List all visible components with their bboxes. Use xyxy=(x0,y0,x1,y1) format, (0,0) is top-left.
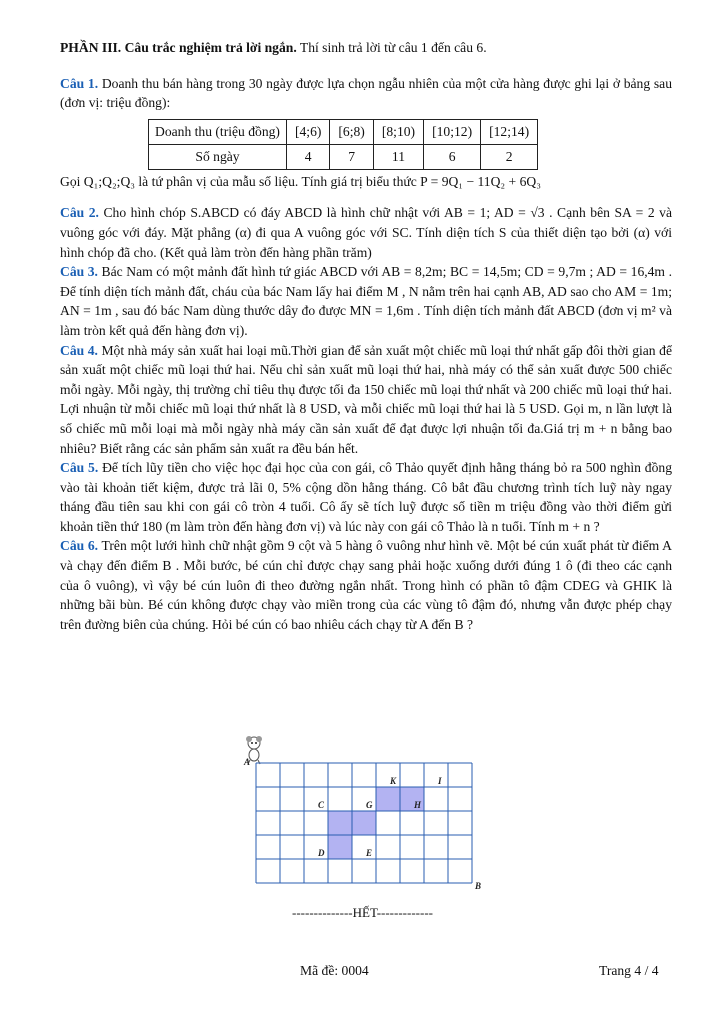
table-cell: 4 xyxy=(286,144,329,169)
point-label-h: H xyxy=(414,800,422,810)
question-1-text: Doanh thu bán hàng trong 30 ngày được lựa chọn ngẫu nhiên của một cửa hàng được ghi lại ở bảng sau (đơn vị: triệu đồng): xyxy=(60,75,673,111)
question-6-text: Trên một lưới hình chữ nhật gồm 9 cột và 5 hàng ô vuông như hình vẽ. Một bé cún xuất phát từ điểm A và chạy đến điểm B . Mỗi bước, bé cún chỉ được chạy sang phải hoặc xuống dưới đúng 1 ô (đi theo các cạnh của ô vuông), vì vậy bé cún luôn đi theo đường ngắn nhất. Trong hình có phần tô đậm CDEG và GHIK là những bãi bùn. Bé cún không được chạy vào miền trong của các vùng tô đậm đó, nhưng vẫn được phép chạy trên đường biên của chúng. Hỏi bé cún có bao nhiêu cách chạy từ A đến B ? xyxy=(60,538,672,632)
point-label-c: C xyxy=(318,800,325,810)
question-2-label: Câu 2. xyxy=(60,205,99,221)
question-3-label: Câu 3. xyxy=(60,264,98,280)
question-4-label: Câu 4. xyxy=(60,342,98,358)
point-label-d: D xyxy=(318,848,325,858)
mud-cell xyxy=(376,787,400,811)
end-mark: --------------HẾT------------- xyxy=(292,905,433,920)
exam-page xyxy=(60,38,672,634)
question-1 xyxy=(60,74,672,192)
revenue-table xyxy=(148,119,538,170)
table-cell: 7 xyxy=(330,144,373,169)
question-5-label: Câu 5. xyxy=(60,460,99,476)
question-2-text: Cho hình chóp S.ABCD có đáy ABCD là hình chữ nhật với AB = 1; AD = √3 . Cạnh bên SA = 2 và vuông góc với đáy. Mặt phẳng (α) đi qua A vuông góc với SC. Tính diện tích S của thiết diện tạo bởi (α) với hình chóp đã cho. (Kết quả làm tròn đến hàng phần trăm) xyxy=(60,205,672,260)
table-cell: 2 xyxy=(481,144,538,169)
table-cell: 6 xyxy=(424,144,481,169)
table-cell: Doanh thu (triệu đồng) xyxy=(149,119,287,144)
mud-cell xyxy=(352,811,376,835)
table-cell: [4;6) xyxy=(286,119,329,144)
question-3-text: Bác Nam có một mảnh đất hình tứ giác ABCD với AB = 8,2m; BC = 14,5m; CD = 9,7m ; AD = 16,4m . Để tính diện tích mảnh đất, cháu của bác Nam lấy hai điểm M , N nằm trên hai cạnh AB, AD sao cho AM = 1m; AN = 1m , sau đó bác Nam dùng thước dây đo được MN = 1,6m . Tính diện tích mảnh đất ABCD (đơn vị m² và làm tròn kết quả đến hàng đơn vị). xyxy=(60,264,672,338)
grid-diagram xyxy=(238,735,488,891)
point-label-g: G xyxy=(366,800,373,810)
question-6-label: Câu 6. xyxy=(60,538,99,554)
question-6 xyxy=(60,536,672,634)
table-row xyxy=(149,119,538,144)
table-cell: [12;14) xyxy=(481,119,538,144)
point-label-b: B xyxy=(475,881,482,891)
table-row xyxy=(149,144,538,169)
exam-code: Mã đề: 0004 xyxy=(300,963,369,978)
point-label-a: A xyxy=(244,757,251,767)
table-cell: [8;10) xyxy=(373,119,423,144)
question-3 xyxy=(60,262,672,340)
question-4-text: Một nhà máy sản xuất hai loại mũ.Thời gian để sản xuất một chiếc mũ loại thứ nhất gấp đôi thời gian để sản xuất một chiếc mũ loại thứ hai. Nếu chỉ sản xuất mũ loại thứ hai, nhà máy có thể sản xuất được 500 chiếc mỗi ngày. Mỗi ngày, thị trường chỉ tiêu thụ được tối đa 150 chiếc mũ loại thứ nhất và 200 chiếc mũ loại thứ hai. Lợi nhuận từ mỗi chiếc mũ loại thứ nhất là 8 USD, và mỗi chiếc mũ loại thứ hai là 5 USD. Gọi m, n lần lượt là số chiếc mũ mỗi loại mà mỗi ngày nhà máy cần sản xuất để đạt được lợi nhuận tối đa.Giá trị m + n bằng bao nhiêu? Biết rằng các sản phẩm sản xuất ra đều bán hết. xyxy=(60,342,672,456)
question-5 xyxy=(60,458,672,536)
section-heading-rest: Thí sinh trả lời từ câu 1 đến câu 6. xyxy=(296,40,487,55)
question-1-label: Câu 1. xyxy=(60,75,99,91)
table-cell: 11 xyxy=(373,144,423,169)
section-heading xyxy=(60,38,672,58)
mud-cell xyxy=(328,835,352,859)
point-label-i: I xyxy=(438,776,442,786)
table-cell: Số ngày xyxy=(149,144,287,169)
point-label-e: E xyxy=(366,848,373,858)
table-cell: [10;12) xyxy=(424,119,481,144)
question-2 xyxy=(60,203,672,262)
question-4 xyxy=(60,341,672,459)
question-1-expression: Gọi Q₁;Q₂;Q₃ là tứ phân vị của mẫu số liệu. Tính giá trị biểu thức P = 9Q₁ − 11Q₂ + 6Q₃ xyxy=(60,173,541,189)
section-heading-bold: PHẦN III. Câu trắc nghiệm trả lời ngắn. xyxy=(60,40,297,55)
question-5-text: Để tích lũy tiền cho việc học đại học của con gái, cô Thảo quyết định hằng tháng bỏ ra 500 nghìn đồng vào tài khoản tiết kiệm, được trả lãi 0, 5% cộng dồn hằng tháng. Cô bắt đầu chương trình tích luỹ này ngay tháng đầu tiên sau khi con gái cô tròn 4 tuổi. Cô ấy sẽ tích luỹ được số tiền m triệu đồng vào thời điểm gửi khoản tiền thứ 180 (m làm tròn đến hàng đơn vị) và lúc này con gái cô Thảo là n tuổi. Tính m + n ? xyxy=(60,460,672,534)
point-label-k: K xyxy=(390,776,397,786)
table-cell: [6;8) xyxy=(330,119,373,144)
grid-figure xyxy=(238,735,488,891)
mud-cell xyxy=(328,811,352,835)
page-number: Trang 4 / 4 xyxy=(599,963,659,978)
